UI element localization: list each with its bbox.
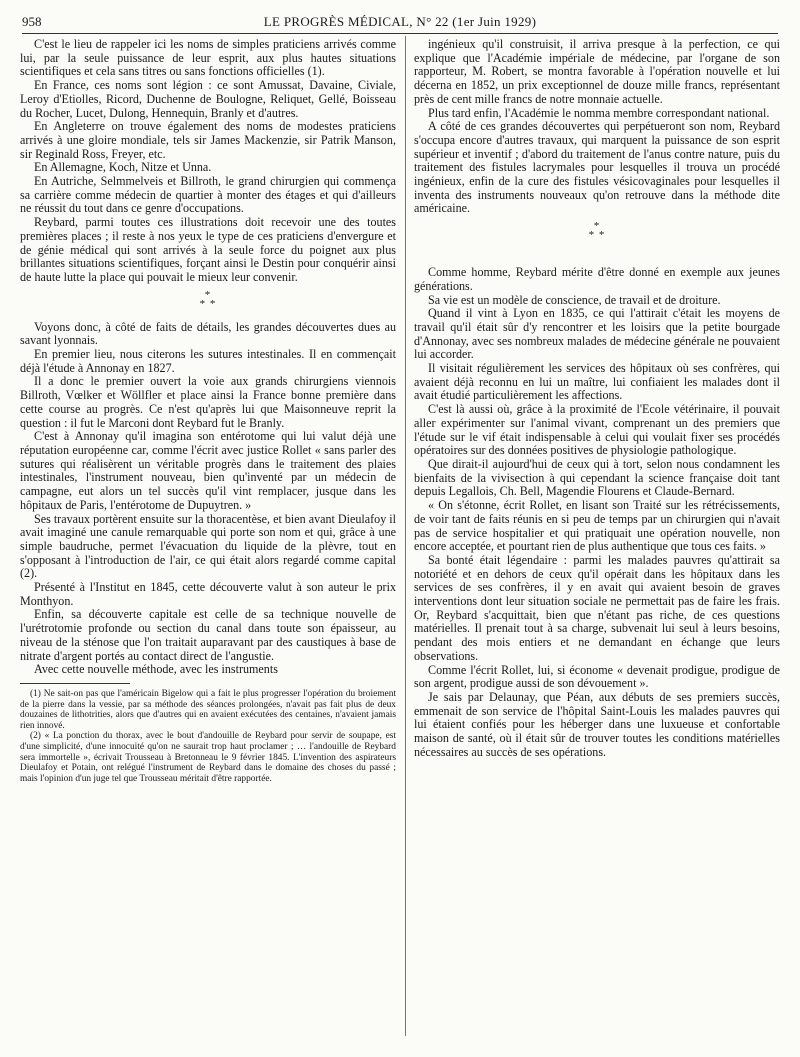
footnote-2: (2) « La ponction du thorax, avec le bout d'andouille de Reybard pour servir de soupape, est d'une simplicité, d'une innocuité qu'on ne saurait trop haut proclamer ; … l'andouille de Reybard sera immortelle », écrivait Trousseau à Bretonneau le 9 février 1845. L'invention des aspirateurs Dieulafoy et Potain, ont relégué l'instrument de Reybard dans le domaine des choses du passé ; mais l'opinion d'un juge tel que Trousseau méritait d'être rapportée.	[20, 731, 396, 784]
page-number: 958	[22, 14, 42, 29]
paragraph: Ses travaux portèrent ensuite sur la thoracentèse, et bien avant Dieulafoy il avait imaginé une canule remarquable qui porte son nom et qui, grâce à une simple baudruche, permet l'évacuation du liquide de la plèvre, tout en s'opposant à l'introduction de l'air, ce qui était alors regardé comme capital (2).	[20, 511, 397, 581]
paragraph: En France, ces noms sont légion : ce sont Amussat, Davaine, Civiale, Leroy d'Etiolles, Ricord, Duchenne de Boulogne, Reliquet, Gellé, Boisseau du Rocher, Lucet, Dulong, Hennequin, Branly et d'autres.	[20, 78, 396, 120]
paragraph: En Autriche, Selmmelveis et Billroth, le grand chirurgien qui commença sa carrière comme médecin de quartier à monter des étages et qui d'ailleurs ne réussit du tout dans ce genre d'occupations.	[20, 174, 396, 216]
footnote-1: (1) Ne sait-on pas que l'américain Bigelow qui a fait le plus progresser l'opération du broiement de la pierre dans la vessie, par sa méthode des séances prolongées, n'avait pas fait plus de deux douzaines de lithotrities, alors que d'autres qui en avaient exécutées des centaines, n'avaient jamais rien innové.	[20, 688, 396, 731]
paragraph: Présenté à l'Institut en 1845, cette découverte valut à son auteur le prix Monthyon.	[20, 580, 396, 608]
paragraph: Reybard, parmi toutes ces illustrations doit recevoir une des toutes premières places ; il reste à nos yeux le type de ces praticiens d'envergure et de génie médical qui sont arrivés à la seule force du poignet aux plus brillantes situations scientifiques, forçant ainsi le Destin pour conquérir ainsi de haute lutte la place qui pouvait le mieux leur convenir.	[20, 215, 396, 284]
section-break-asterisks: * * *	[588, 220, 606, 242]
paragraph: Quand il vint à Lyon en 1835, ce qui l'attirait c'était les moyens de travail qu'il était sûr d'y rencontrer et les loisirs que la petite bourgade d'Annonay, avec ses nombreux malades de médecine générale ne pouvaient lui accorder.	[414, 306, 780, 362]
paragraph: En premier lieu, nous citerons les sutures intestinales. Il en commençait déjà l'étude à Annonay en 1827.	[20, 347, 396, 375]
paragraph: Que dirait-il aujourd'hui de ceux qui à tort, selon nous condamnent les bienfaits de la vivisection à qui cependant la science française doit tant depuis Legallois, Ch. Bell, Magendie Flourens et Claude-Bernard.	[414, 456, 780, 499]
paragraph: A côté de ces grandes découvertes qui perpétueront son nom, Reybard s'occupa encore d'autres travaux, qui marquent la puissance de son esprit supérieur et inventif ; d'abord du traitement de l'anus contre nature, puis du traitement des fistules lacrymales pour lesquelles il trouva un procédé ingénieux, enfin de la cure des fistules vésicovaginales pour lesquelles il inventa des instruments nouveaux qu'on retrouve dans la méthode dite américaine.	[414, 119, 780, 216]
paragraph: En Allemagne, Koch, Nitze et Unna.	[34, 160, 212, 175]
paragraph: Comme l'écrit Rollet, lui, si économe « devenait prodigue, prodigue de son argent, prodigue aussi de son dévouement ».	[414, 662, 780, 691]
page-header	[0, 0, 800, 30]
paragraph: Sa vie est un modèle de conscience, de travail et de droiture.	[428, 292, 721, 307]
paragraph: « On s'étonne, écrit Rollet, en lisant son Traité sur les rétrécissements, de voir tant de faits réunis en si peu de temps par un chirurgien qui n'avait pas de service hospitalier et qui pratiquait une opération nouvelle, non encore acceptée, et pourtant rien de plus authentique que tous ces faits. »	[414, 498, 780, 554]
paragraph: En Angleterre on trouve également des noms de modestes praticiens arrivés à une gloire mondiale, tels sir James Mackenzie, sir Patrik Manson, sir Reginald Ross, Freyer, etc.	[20, 119, 396, 161]
paragraph: Enfin, sa découverte capitale est celle de sa technique nouvelle de l'urétrotomie profonde ou section du canal dans toute son épaisseur, au niveau de la sténose que l'on traitait auparavant par des caustiques à base de nitrate d'argent portés au contact direct de l'angustie.	[20, 607, 396, 663]
footnote-rule	[20, 683, 130, 684]
right-column	[414, 38, 780, 759]
column-divider	[405, 36, 406, 1036]
paragraph: Il a donc le premier ouvert la voie aux grands chirurgiens viennois Billroth, Vœlker et Wöllfler et place ainsi la France bonne première dans cette course au progrès. Ce n'est qu'après lui que Maisonneuve reprit la question : il fut le Marconi dont Reybard fut le Branly.	[20, 374, 396, 430]
paragraph: Je sais par Delaunay, que Péan, aux débuts de ses premiers succès, emmenait de son service de l'hôpital Saint-Louis les malades pauvres qui lui étaient confiés pour les héberger dans une luxueuse et confortable maison de santé, où il était sûr de trouver toutes les conditions matérielles nécessaires au succès de ses opérations.	[414, 689, 780, 759]
paragraph: C'est le lieu de rappeler ici les noms de simples praticiens arrivés comme lui, par la seule puissance de leur esprit, aux plus hautes situations scientifiques et cela sans titres ou sans fonctions officielles (1).	[20, 37, 396, 79]
paragraph: Avec cette nouvelle méthode, avec les instruments	[34, 662, 278, 677]
header-rule	[22, 33, 778, 34]
left-column	[20, 38, 396, 784]
paragraph: Voyons donc, à côté de faits de détails, les grandes découvertes dues au savant lyonnais.	[20, 319, 396, 348]
paragraph: C'est à Annonay qu'il imagina son entérotome qui lui valut déjà une réputation européenne car, comme l'écrit avec justice Rollet « sans parler des sutures qui réalisèrent un véritable progrès dans le traitement des plaies intestinales, l'instrument nouveau, bien qu'inventé par un médecin de campagne, eut alors un tel succès qu'il vint remplacer, jusque dans les hôpitaux de Paris, l'entérotome de Dupuytren. »	[20, 429, 396, 512]
section-break-asterisks: * * *	[199, 288, 217, 310]
paragraph: Il visitait régulièrement les services des hôpitaux où ses confrères, qui avaient déjà reconnu en lui un maître, lui confiaient les malades dont il avait étudié particulièrement les affections.	[414, 361, 780, 403]
paragraph: Plus tard enfin, l'Académie le nomma membre correspondant national.	[428, 105, 770, 120]
paragraph: Sa bonté était légendaire : parmi les malades pauvres qu'attirait sa notoriété et en dehors de ceux qu'il opérait dans les hôpitaux dans les services de ses confrères, il y en avait qui avaient besoin de graves interventions dont leur situation sociale ne permettait pas de faire les frais. Or, Reybard s'acquittait, bien que n'étant pas riche, de ces questions matérielles. Il prenait tout à sa charge, subvenait lui seul à leurs besoins, pendant des mois entiers et ne demandant en échange que leurs observations.	[414, 552, 780, 663]
paragraph: ingénieux qu'il construisit, il arriva presque à la perfection, ce qui explique que l'Académie impériale de médecine, par l'organe de son rapporteur, M. Robert, se montra favorable à l'opération nouvelle et lui décerna en 1852, un prix exceptionnel de douze mille francs, représentant près de cent mille francs de notre monnaie actuelle.	[414, 37, 780, 106]
paragraph: Comme homme, Reybard mérite d'être donné en exemple aux jeunes générations.	[414, 265, 780, 293]
running-title: LE PROGRÈS MÉDICAL, N° 22 (1er Juin 1929)	[263, 14, 537, 29]
paragraph: C'est là aussi où, grâce à la proximité de l'Ecole vétérinaire, il pouvait aller expérimenter sur l'animal vivant, comprenant un des premiers que l'étude sur le vif était indispensable à celui qui voulait fixer ses procédés opératoires sur des données positives de physiologie pathologique.	[414, 402, 780, 458]
